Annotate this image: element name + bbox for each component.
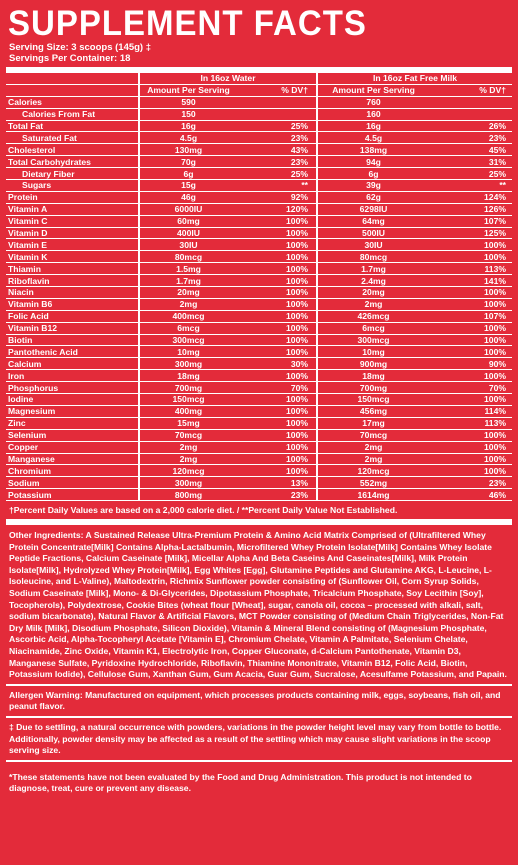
nutrient-row bbox=[6, 334, 512, 346]
nutrient-name: Thiamin bbox=[6, 263, 139, 275]
amount-water: 15g bbox=[139, 180, 237, 192]
dv-milk: 31% bbox=[429, 156, 512, 168]
dv-water: 100% bbox=[237, 394, 317, 406]
dv-milk: 100% bbox=[429, 322, 512, 334]
amount-milk: 760 bbox=[317, 96, 429, 108]
amount-water: 300mg bbox=[139, 358, 237, 370]
dv-milk: 46% bbox=[429, 489, 512, 501]
amount-milk: 62g bbox=[317, 191, 429, 203]
amount-water: 60mg bbox=[139, 215, 237, 227]
amount-water: 800mg bbox=[139, 489, 237, 501]
dv-milk bbox=[429, 96, 512, 108]
panel-title: SUPPLEMENT FACTS bbox=[8, 3, 367, 43]
nutrient-row bbox=[6, 144, 512, 156]
amount-milk: 2mg bbox=[317, 453, 429, 465]
dv-footnote: †Percent Daily Values are based on a 2,000 calorie diet. / **Percent Daily Value Not Established. bbox=[9, 505, 398, 516]
amount-milk: 4.5g bbox=[317, 132, 429, 144]
nutrient-name: Copper bbox=[6, 441, 139, 453]
nutrient-name: Pantothenic Acid bbox=[6, 346, 139, 358]
nutrient-name: Vitamin C bbox=[6, 215, 139, 227]
nutrient-row bbox=[6, 453, 512, 465]
dv-milk: 90% bbox=[429, 358, 512, 370]
amount-milk: 456mg bbox=[317, 405, 429, 417]
amount-milk: 2mg bbox=[317, 441, 429, 453]
nutrient-row bbox=[6, 168, 512, 180]
nutrient-row bbox=[6, 203, 512, 215]
nutrient-name: Vitamin B12 bbox=[6, 322, 139, 334]
dv-water: 100% bbox=[237, 251, 317, 263]
dv-water: 100% bbox=[237, 298, 317, 310]
dv-milk: 100% bbox=[429, 287, 512, 299]
amount-water: 150 bbox=[139, 108, 237, 120]
amount-water: 700mg bbox=[139, 382, 237, 394]
nutrient-name: Calories From Fat bbox=[6, 108, 139, 120]
amount-milk: 64mg bbox=[317, 215, 429, 227]
amount-water: 300mcg bbox=[139, 334, 237, 346]
dv-water: 70% bbox=[237, 382, 317, 394]
dv-water: 25% bbox=[237, 168, 317, 180]
dv-milk: 107% bbox=[429, 215, 512, 227]
dv-water bbox=[237, 96, 317, 108]
nutrient-row bbox=[6, 298, 512, 310]
dv-milk: 114% bbox=[429, 405, 512, 417]
amount-water: 150mcg bbox=[139, 394, 237, 406]
nutrient-row bbox=[6, 132, 512, 144]
amount-milk: 6g bbox=[317, 168, 429, 180]
amount-milk: 1614mg bbox=[317, 489, 429, 501]
amount-water: 300mg bbox=[139, 477, 237, 489]
amount-water: 10mg bbox=[139, 346, 237, 358]
dv-milk: ** bbox=[429, 180, 512, 192]
nutrient-row bbox=[6, 465, 512, 477]
amount-water: 4.5g bbox=[139, 132, 237, 144]
amount-water: 2mg bbox=[139, 441, 237, 453]
nutrient-row bbox=[6, 358, 512, 370]
amount-milk: 16g bbox=[317, 120, 429, 132]
amount-milk: 70mcg bbox=[317, 429, 429, 441]
dv-milk: 100% bbox=[429, 298, 512, 310]
dv-water: 100% bbox=[237, 441, 317, 453]
dv-milk: 126% bbox=[429, 203, 512, 215]
dv-water: 100% bbox=[237, 275, 317, 287]
column-subheader bbox=[6, 84, 512, 96]
nutrient-name: Calories bbox=[6, 96, 139, 108]
nutrient-row bbox=[6, 227, 512, 239]
nutrient-name: Vitamin E bbox=[6, 239, 139, 251]
amount-water: 15mg bbox=[139, 417, 237, 429]
amount-milk: 552mg bbox=[317, 477, 429, 489]
dv-water: 100% bbox=[237, 310, 317, 322]
amount-milk: 6mcg bbox=[317, 322, 429, 334]
dv-water: 23% bbox=[237, 489, 317, 501]
amount-milk: 120mcg bbox=[317, 465, 429, 477]
dv-water: 100% bbox=[237, 465, 317, 477]
dv-milk: 45% bbox=[429, 144, 512, 156]
nutrient-name: Total Fat bbox=[6, 120, 139, 132]
serving-size: Serving Size: 3 scoops (145g) ‡ bbox=[9, 42, 152, 53]
nutrient-name: Magnesium bbox=[6, 405, 139, 417]
nutrient-row bbox=[6, 429, 512, 441]
nutrient-row bbox=[6, 346, 512, 358]
nutrient-name: Vitamin B6 bbox=[6, 298, 139, 310]
amount-milk: 2.4mg bbox=[317, 275, 429, 287]
nutrient-name: Manganese bbox=[6, 453, 139, 465]
amount-water: 400IU bbox=[139, 227, 237, 239]
dv-milk: 100% bbox=[429, 346, 512, 358]
column-group-header bbox=[6, 73, 512, 84]
nutrient-row bbox=[6, 394, 512, 406]
amount-per-serving-milk: Amount Per Serving bbox=[317, 84, 429, 96]
nutrient-name: Sugars bbox=[6, 180, 139, 192]
dv-water: 13% bbox=[237, 477, 317, 489]
amount-milk: 160 bbox=[317, 108, 429, 120]
nutrient-row bbox=[6, 441, 512, 453]
dv-water: 23% bbox=[237, 132, 317, 144]
nutrient-name: Iron bbox=[6, 370, 139, 382]
dv-milk: 100% bbox=[429, 370, 512, 382]
amount-water: 6mcg bbox=[139, 322, 237, 334]
dv-water: 100% bbox=[237, 287, 317, 299]
nutrient-row bbox=[6, 275, 512, 287]
other-ingredients: Other Ingredients: A Sustained Release Ultra-Premium Protein & Amino Acid Matrix Comprised of (Ultrafiltered Whey Protein Concentrate[Milk] Contains Alpha-Lactalbumin, Microfiltered Whey Protein Isolate[Milk] Contains Whey Isolate Peptide Fractions, Calcium Caseinate [Milk], Micellar Alpha And Beta Caseins And Caseinates[Milk], Milk Protein Isolate[Milk], Hydrolyzed Whey Protein[Milk], Egg Whites [Egg], Glutamine Peptides and Glutamine AKG, L-Leucine, L-Isoleucine, and L-Valine), Maltodextrin, Richmix Sunflower powder consisting of (Sunflower Oil, Corn Syrup Solids, Sodium Caseinate [Milk], Mono- & Di-Glycerides, Dipotassium Phosphate, Tricalcium Phosphate, Soy Lecithin [Soy], Tocopherols), Polydextrose, Cookie Bites (wheat flour [Wheat], sugar, canola oil, cocoa – processed with alkali, salt, sodium bicarbonate), Natural Flavor & Artificial Flavors, MCT Powder consisting of (Medium Chain Triglycerides, Non-Fat Dry Milk [Milk], Disodium Phosphate, Silicon Dioxide), Vitamin & Mineral Blend consisting of (Magnesium Phosphate, Ascorbic Acid, Alpha-Tocopheryl Acetate [Vitamin E], Chromium Chelate, Vitamin A Palmitate, Selenium Chelate, Niacinamide, Zinc Oxide, Vitamin K1, Electrolytic Iron, Copper Gluconate, d-Calcium Pantothenate, Vitamin D3, Manganese Sulfate, Pyridoxine Hydrochloride, Riboflavin, Thiamine Mononitrate, Vitamin B12, Folic Acid, Biotin, Potassium Iodide), Cellulose Gum, Xanthan Gum, Gum Acacia, Guar Gum, Sucralose, Acesulfame Potassium, and Papain. bbox=[9, 530, 507, 680]
nutrient-row bbox=[6, 191, 512, 203]
servings-per-container: Servings Per Container: 18 bbox=[9, 53, 131, 64]
facts-table bbox=[6, 73, 512, 501]
dv-milk: 125% bbox=[429, 227, 512, 239]
nutrient-name: Calcium bbox=[6, 358, 139, 370]
nutrient-row bbox=[6, 108, 512, 120]
amount-water: 80mcg bbox=[139, 251, 237, 263]
nutrient-row bbox=[6, 239, 512, 251]
dv-water: 25% bbox=[237, 120, 317, 132]
nutrient-row bbox=[6, 477, 512, 489]
amount-water: 130mg bbox=[139, 144, 237, 156]
dv-milk: 100% bbox=[429, 429, 512, 441]
amount-milk: 20mg bbox=[317, 287, 429, 299]
nutrient-name: Cholesterol bbox=[6, 144, 139, 156]
dv-milk: 100% bbox=[429, 453, 512, 465]
dv-water: 30% bbox=[237, 358, 317, 370]
dv-water: ** bbox=[237, 180, 317, 192]
dv-milk: 100% bbox=[429, 239, 512, 251]
nutrient-row bbox=[6, 263, 512, 275]
amount-milk: 300mcg bbox=[317, 334, 429, 346]
amount-milk: 80mcg bbox=[317, 251, 429, 263]
nutrient-row bbox=[6, 417, 512, 429]
amount-water: 400mcg bbox=[139, 310, 237, 322]
nutrient-name: Total Carbohydrates bbox=[6, 156, 139, 168]
dv-milk: 100% bbox=[429, 394, 512, 406]
dv-milk: 23% bbox=[429, 132, 512, 144]
dv-milk bbox=[429, 108, 512, 120]
nutrient-name: Chromium bbox=[6, 465, 139, 477]
dv-water: 120% bbox=[237, 203, 317, 215]
nutrient-name: Protein bbox=[6, 191, 139, 203]
amount-water: 30IU bbox=[139, 239, 237, 251]
dv-milk: 25% bbox=[429, 168, 512, 180]
amount-water: 20mg bbox=[139, 287, 237, 299]
amount-water: 70mcg bbox=[139, 429, 237, 441]
amount-milk: 17mg bbox=[317, 417, 429, 429]
dv-water: 100% bbox=[237, 417, 317, 429]
dv-water-header: % DV† bbox=[237, 84, 317, 96]
nutrient-row bbox=[6, 96, 512, 108]
amount-milk: 150mcg bbox=[317, 394, 429, 406]
dv-milk: 100% bbox=[429, 334, 512, 346]
amount-milk: 30IU bbox=[317, 239, 429, 251]
allergen-warning: Allergen Warning: Manufactured on equipment, which processes products containing milk, eggs, soybeans, fish oil, and peanut flavor. bbox=[9, 689, 501, 712]
amount-water: 1.5mg bbox=[139, 263, 237, 275]
amount-milk: 18mg bbox=[317, 370, 429, 382]
amount-milk: 900mg bbox=[317, 358, 429, 370]
amount-per-serving-water: Amount Per Serving bbox=[139, 84, 237, 96]
nutrient-name: Vitamin D bbox=[6, 227, 139, 239]
dv-milk: 100% bbox=[429, 251, 512, 263]
amount-milk: 1.7mg bbox=[317, 263, 429, 275]
dv-milk-header: % DV† bbox=[429, 84, 512, 96]
dv-water: 100% bbox=[237, 405, 317, 417]
milk-column-header: In 16oz Fat Free Milk bbox=[317, 73, 512, 84]
amount-water: 70g bbox=[139, 156, 237, 168]
amount-milk: 700mg bbox=[317, 382, 429, 394]
water-column-header: In 16oz Water bbox=[139, 73, 317, 84]
nutrient-name: Iodine bbox=[6, 394, 139, 406]
amount-water: 6g bbox=[139, 168, 237, 180]
amount-water: 16g bbox=[139, 120, 237, 132]
nutrient-name: Saturated Fat bbox=[6, 132, 139, 144]
amount-water: 18mg bbox=[139, 370, 237, 382]
nutrient-name: Folic Acid bbox=[6, 310, 139, 322]
nutrient-name: Vitamin A bbox=[6, 203, 139, 215]
dv-water: 100% bbox=[237, 334, 317, 346]
dv-milk: 113% bbox=[429, 263, 512, 275]
nutrient-name: Sodium bbox=[6, 477, 139, 489]
nutrient-row bbox=[6, 405, 512, 417]
dv-milk: 141% bbox=[429, 275, 512, 287]
settling-note: ‡ Due to settling, a natural occurrence with powders, variations in the powder height level may vary from bottle to bottle. Additionally, powder density may be affected as a result of the settling which may cause slight variations in the scoop serving size. bbox=[9, 721, 502, 756]
dv-water: 100% bbox=[237, 346, 317, 358]
nutrient-row bbox=[6, 322, 512, 334]
nutrient-row bbox=[6, 215, 512, 227]
amount-water: 6000IU bbox=[139, 203, 237, 215]
nutrient-row bbox=[6, 489, 512, 501]
dv-milk: 107% bbox=[429, 310, 512, 322]
dv-milk: 26% bbox=[429, 120, 512, 132]
amount-water: 2mg bbox=[139, 453, 237, 465]
nutrient-name: Phosphorus bbox=[6, 382, 139, 394]
nutrient-name: Selenium bbox=[6, 429, 139, 441]
amount-water: 2mg bbox=[139, 298, 237, 310]
dv-water: 100% bbox=[237, 215, 317, 227]
dv-water: 92% bbox=[237, 191, 317, 203]
dv-water: 100% bbox=[237, 429, 317, 441]
nutrient-row bbox=[6, 251, 512, 263]
nutrient-name: Biotin bbox=[6, 334, 139, 346]
amount-milk: 10mg bbox=[317, 346, 429, 358]
amount-water: 590 bbox=[139, 96, 237, 108]
nutrient-row bbox=[6, 120, 512, 132]
dv-milk: 23% bbox=[429, 477, 512, 489]
dv-milk: 113% bbox=[429, 417, 512, 429]
dv-milk: 70% bbox=[429, 382, 512, 394]
dv-milk: 124% bbox=[429, 191, 512, 203]
amount-milk: 94g bbox=[317, 156, 429, 168]
dv-milk: 100% bbox=[429, 441, 512, 453]
nutrient-rows bbox=[6, 96, 512, 500]
amount-milk: 39g bbox=[317, 180, 429, 192]
nutrient-row bbox=[6, 382, 512, 394]
nutrient-row bbox=[6, 287, 512, 299]
dv-water: 100% bbox=[237, 453, 317, 465]
dv-water: 100% bbox=[237, 263, 317, 275]
nutrient-name: Zinc bbox=[6, 417, 139, 429]
dv-milk: 100% bbox=[429, 465, 512, 477]
nutrient-name: Vitamin K bbox=[6, 251, 139, 263]
nutrient-name: Potassium bbox=[6, 489, 139, 501]
dv-water: 23% bbox=[237, 156, 317, 168]
nutrient-row bbox=[6, 310, 512, 322]
nutrient-name: Dietary Fiber bbox=[6, 168, 139, 180]
amount-milk: 426mcg bbox=[317, 310, 429, 322]
nutrient-name: Niacin bbox=[6, 287, 139, 299]
dv-water: 100% bbox=[237, 239, 317, 251]
amount-water: 1.7mg bbox=[139, 275, 237, 287]
dv-water: 100% bbox=[237, 227, 317, 239]
fda-statement: *These statements have not been evaluated by the Food and Drug Administration. This product is not intended to diagnose, treat, cure or prevent any disease. bbox=[9, 771, 472, 794]
dv-water: 43% bbox=[237, 144, 317, 156]
amount-water: 46g bbox=[139, 191, 237, 203]
amount-milk: 138mg bbox=[317, 144, 429, 156]
amount-milk: 6298IU bbox=[317, 203, 429, 215]
dv-water: 100% bbox=[237, 322, 317, 334]
amount-milk: 500IU bbox=[317, 227, 429, 239]
nutrient-row bbox=[6, 370, 512, 382]
amount-water: 400mg bbox=[139, 405, 237, 417]
amount-water: 120mcg bbox=[139, 465, 237, 477]
nutrient-name: Riboflavin bbox=[6, 275, 139, 287]
nutrient-row bbox=[6, 156, 512, 168]
dv-water: 100% bbox=[237, 370, 317, 382]
dv-water bbox=[237, 108, 317, 120]
nutrient-row bbox=[6, 180, 512, 192]
amount-milk: 2mg bbox=[317, 298, 429, 310]
